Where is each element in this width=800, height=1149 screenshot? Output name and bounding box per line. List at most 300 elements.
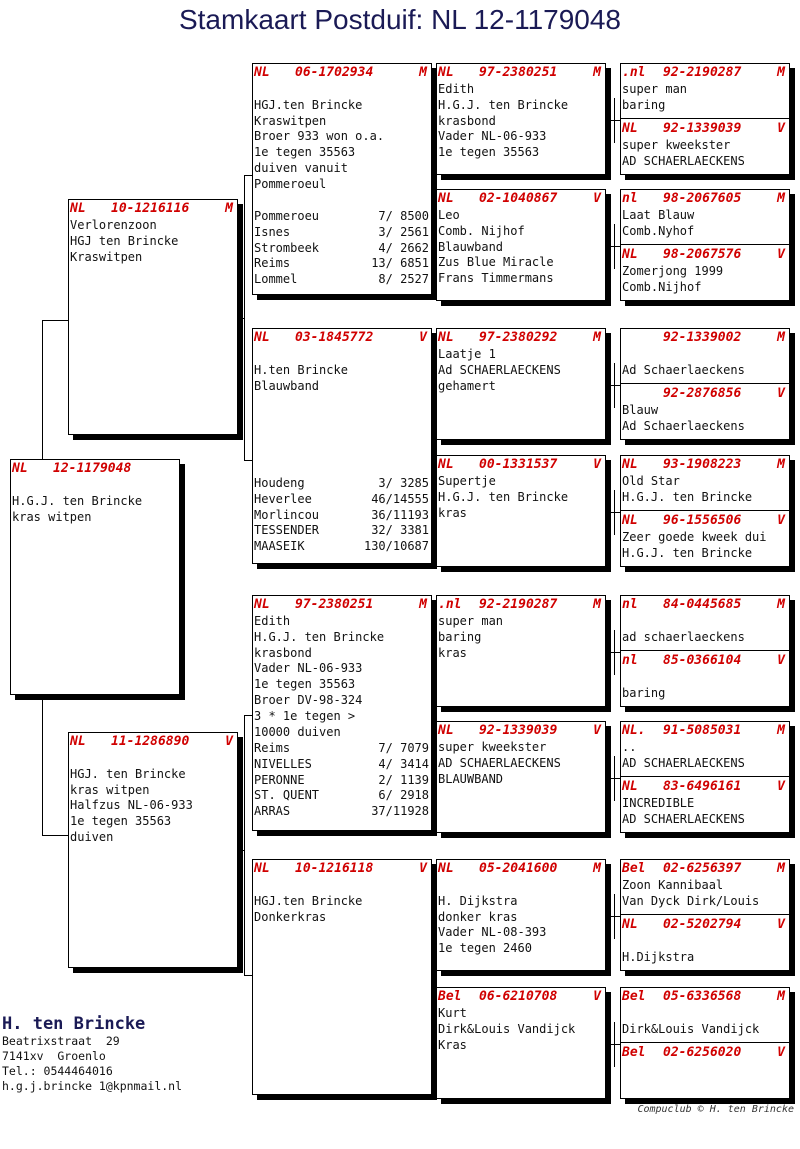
pigeon-card-fff: [436, 63, 606, 175]
info-line: Laat Blauw: [622, 208, 695, 222]
ring-number: [437, 190, 605, 208]
connector-line: [608, 916, 620, 917]
info-line: super kweekster: [438, 740, 547, 754]
race-result-row: [254, 209, 429, 225]
sex-marker: M: [777, 330, 785, 345]
ring-id: 98-2067576: [663, 247, 742, 262]
ring-id: 10-1216118: [295, 861, 374, 876]
pigeon-info: [621, 474, 789, 506]
pigeon-card-g15: [621, 988, 789, 1038]
ring-id: 92-2190287: [479, 597, 558, 612]
pigeon-card-g7: [621, 456, 789, 506]
race-place: 4/ 2662: [378, 240, 429, 255]
ring-number: [621, 120, 789, 138]
ring-number: [437, 329, 605, 347]
pigeon-card-fm: [252, 328, 432, 564]
pigeon-card-g12: [621, 778, 789, 828]
ring-number: [621, 190, 789, 208]
info-line: Halfzus NL-06-933: [70, 798, 193, 813]
info-line: ad schaerlaeckens: [622, 629, 745, 644]
ring-id: 02-6256397: [663, 861, 742, 876]
info-line: kras: [438, 645, 467, 660]
race-place: 3/ 2561: [378, 224, 429, 239]
pigeon-card-g8: [621, 512, 789, 562]
pigeon-info: [437, 347, 605, 394]
country-code: Bel: [438, 989, 462, 1004]
info-line: Edith: [254, 614, 291, 628]
info-line: 1e tegen 35563: [438, 145, 540, 160]
pigeon-card-g5: [621, 329, 789, 379]
connector-line: [42, 700, 43, 835]
country-code: NL: [12, 461, 28, 476]
ring-number: [621, 456, 789, 474]
country-code: NL: [254, 861, 270, 876]
ring-number: [437, 988, 605, 1006]
country-code: NL: [622, 513, 638, 528]
pigeon-info: [621, 403, 789, 435]
info-line: Comb. Nijhof: [438, 223, 525, 238]
country-code: NL: [254, 597, 270, 612]
ring-id: 00-1331537: [479, 457, 558, 472]
owner-street: Beatrixstraat 29: [2, 1034, 120, 1048]
ring-number: [621, 652, 789, 670]
info-line: [622, 670, 789, 686]
info-line: H. Dijkstra: [438, 893, 518, 908]
race-result-row: [254, 225, 429, 241]
connector-line: [244, 975, 252, 976]
sex-marker: V: [593, 191, 601, 206]
info-line: INCREDIBLE: [622, 796, 695, 810]
info-line: AD SCHAERLAECKENS: [622, 811, 745, 826]
race-name: ARRAS: [254, 804, 291, 819]
race-result-row: [254, 757, 429, 773]
sex-marker: M: [593, 65, 601, 80]
connector-line: [244, 175, 245, 460]
info-line: Blauwband: [254, 378, 320, 393]
info-line: duiven vanuit: [254, 160, 348, 175]
race-result-row: [254, 788, 429, 804]
info-line: Broer DV-98-324: [254, 692, 363, 707]
pigeon-info: [621, 82, 789, 114]
info-line: BLAUWBAND: [438, 771, 504, 786]
info-line: [438, 878, 605, 894]
country-code: NL: [254, 65, 270, 80]
info-line: gehamert: [438, 378, 496, 393]
great-grandparent-pair: [620, 455, 790, 567]
race-result-row: [254, 523, 429, 539]
race-place: 7/ 8500: [378, 209, 429, 223]
info-line: Zomerjong 1999: [622, 264, 724, 278]
info-line: duiven: [70, 829, 114, 844]
info-line: baring: [622, 97, 666, 112]
info-line: kras witpen: [12, 509, 92, 524]
country-code: NL: [438, 861, 454, 876]
info-line: [622, 347, 789, 363]
pigeon-card-g16: [621, 1044, 789, 1062]
pigeon-card-mmm: [436, 987, 606, 1099]
pigeon-info: [437, 208, 605, 287]
sex-marker: V: [593, 989, 601, 1004]
country-code: Bel: [622, 989, 646, 1004]
info-line: Comb.Nyhof: [622, 223, 695, 238]
ring-id: 92-2190287: [663, 65, 742, 80]
country-code: .nl: [438, 597, 462, 612]
owner-email: h.g.j.brincke 1@kpnmail.nl: [2, 1079, 183, 1093]
country-code: .nl: [622, 65, 646, 80]
ring-id: 12-1179048: [53, 461, 132, 476]
sex-marker: V: [777, 1045, 785, 1060]
info-line: kras witpen: [70, 782, 150, 797]
race-results: [254, 209, 429, 288]
race-name: PERONNE: [254, 772, 305, 787]
sex-marker: V: [419, 861, 427, 876]
sex-marker: M: [593, 597, 601, 612]
info-line: Kurt: [438, 1006, 467, 1020]
pigeon-card-g3: [621, 190, 789, 240]
sex-marker: V: [225, 734, 233, 749]
info-line: Supertje: [438, 474, 496, 488]
race-place: 2/ 1139: [378, 772, 429, 787]
pigeon-info: [437, 878, 605, 957]
pigeon-info: [253, 82, 431, 193]
connector-line: [42, 320, 43, 460]
pigeon-info: [69, 751, 237, 846]
pigeon-card-ffm: [436, 189, 606, 301]
ring-number: [253, 860, 431, 878]
ring-id: 05-2041600: [479, 861, 558, 876]
info-line: Dirk&Louis Vandijck: [622, 1021, 760, 1036]
ring-number: [253, 329, 431, 347]
pigeon-info: [437, 1006, 605, 1053]
race-place: 8/ 2527: [378, 272, 429, 287]
connector-line: [608, 385, 620, 386]
race-results: [254, 741, 429, 820]
connector-line: [433, 510, 436, 511]
race-name: Heverlee: [254, 491, 312, 506]
info-line: Broer 933 won o.a.: [254, 129, 385, 144]
connector-line: [433, 1040, 436, 1041]
ring-id: 85-0366104: [663, 653, 742, 668]
ring-number: [621, 512, 789, 530]
info-line: 10000 duiven: [254, 724, 341, 739]
info-line: [622, 1006, 789, 1022]
info-line: H.G.J. ten Brincke: [438, 97, 569, 112]
pigeon-info: [621, 796, 789, 828]
info-line: H.G.J. ten Brincke: [622, 489, 753, 504]
pigeon-info: [437, 82, 605, 161]
pigeon-info: [253, 347, 431, 394]
info-line: Old Star: [622, 474, 680, 488]
pigeon-card-mff: [436, 595, 606, 707]
race-result-row: [254, 804, 429, 820]
great-grandparent-pair: [620, 859, 790, 971]
info-line: Donkerkras: [254, 909, 327, 924]
info-line: Vader NL-06-933: [438, 129, 547, 144]
info-line: [12, 478, 179, 494]
pigeon-info: [621, 614, 789, 646]
pigeon-card-g1: [621, 64, 789, 114]
connector-line: [433, 380, 436, 381]
info-line: Blauwband: [438, 239, 504, 254]
info-line: [254, 347, 431, 363]
info-line: krasbond: [438, 113, 496, 128]
ring-number: [621, 246, 789, 264]
sex-marker: M: [777, 191, 785, 206]
sex-marker: V: [777, 513, 785, 528]
country-code: Bel: [622, 1045, 646, 1060]
owner-city: 7141xv Groenlo: [2, 1049, 106, 1063]
pigeon-card-g10: [621, 652, 789, 702]
country-code: NL: [70, 201, 86, 216]
sex-marker: M: [777, 457, 785, 472]
sex-marker: M: [419, 65, 427, 80]
sex-marker: M: [419, 597, 427, 612]
race-place: 6/ 2918: [378, 788, 429, 803]
info-line: Laatje 1: [438, 347, 496, 361]
info-line: baring: [438, 629, 482, 644]
country-code: nl: [622, 653, 638, 668]
connector-line: [433, 780, 436, 781]
info-line: krasbond: [254, 645, 312, 660]
country-code: NL: [622, 917, 638, 932]
connector-line: [42, 835, 68, 836]
country-code: nl: [622, 597, 638, 612]
info-line: HGJ.ten Brincke: [254, 893, 363, 908]
race-name: ST. QUENT: [254, 788, 320, 803]
race-results: [254, 476, 429, 555]
pigeon-info: [437, 614, 605, 661]
country-code: NL: [622, 247, 638, 262]
info-line: Kraswitpen: [254, 113, 327, 128]
race-place: 3/ 3285: [378, 476, 429, 490]
pigeon-info: [621, 740, 789, 772]
info-line: Verlorenzoon: [70, 218, 157, 232]
info-line: H.Dijkstra: [622, 949, 695, 964]
footer-credit: Compuclub © H. ten Brincke: [637, 1104, 794, 1115]
country-code: NL: [622, 779, 638, 794]
info-line: Frans Timmermans: [438, 271, 554, 286]
great-grandparent-pair: [620, 721, 790, 833]
info-line: Zeer goede kweek dui: [622, 530, 767, 544]
ring-id: 97-2380292: [479, 330, 558, 345]
ring-id: 92-2876856: [663, 386, 742, 401]
connector-line: [433, 115, 436, 116]
sex-marker: V: [777, 917, 785, 932]
pigeon-card-mf: [252, 595, 432, 831]
connector-line: [433, 910, 436, 911]
race-name: TESSENDER: [254, 523, 320, 538]
info-line: Ad Schaerlaeckens: [622, 362, 745, 377]
pigeon-card-g9: [621, 596, 789, 646]
ring-number: [437, 596, 605, 614]
pigeon-info: [69, 218, 237, 265]
pigeon-info: [621, 264, 789, 296]
sex-marker: V: [419, 330, 427, 345]
ring-id: 97-2380251: [479, 65, 558, 80]
country-code: NL: [438, 723, 454, 738]
connector-line: [244, 175, 252, 176]
info-line: kras: [438, 505, 467, 520]
race-place: 7/ 7079: [378, 741, 429, 755]
info-line: Blauw: [622, 403, 659, 417]
pigeon-card-fmf: [436, 328, 606, 440]
sex-marker: M: [777, 989, 785, 1004]
great-grandparent-pair: [620, 595, 790, 707]
connector-line: [433, 650, 436, 651]
ring-number: [621, 860, 789, 878]
ring-number: [437, 456, 605, 474]
connector-line: [244, 715, 245, 975]
pair-divider: [621, 244, 789, 245]
pair-divider: [621, 650, 789, 651]
info-line: ..: [622, 740, 637, 754]
owner-block: [2, 1014, 182, 1094]
race-result-row: [254, 241, 429, 257]
race-place: 13/ 6851: [371, 256, 429, 271]
ring-number: [253, 596, 431, 614]
info-line: Vader NL-08-393: [438, 925, 547, 940]
race-result-row: [254, 741, 429, 757]
pigeon-info: [621, 934, 789, 966]
info-line: HGJ ten Brincke: [70, 233, 179, 248]
country-code: NL: [70, 734, 86, 749]
ring-number: [621, 385, 789, 403]
race-place: 4/ 3414: [378, 756, 429, 771]
connector-line: [433, 380, 434, 510]
pigeon-card-g11: [621, 722, 789, 772]
info-line: 1e tegen 35563: [70, 814, 172, 829]
pigeon-card-father: [68, 199, 238, 435]
owner-phone: Tel.: 0544464016: [2, 1064, 113, 1078]
ring-number: [621, 64, 789, 82]
sex-marker: M: [777, 723, 785, 738]
owner-name: H. ten Brincke: [2, 1014, 146, 1034]
great-grandparent-pair: [620, 63, 790, 175]
race-name: Isnes: [254, 224, 291, 239]
info-line: H.G.J. ten Brincke: [254, 629, 385, 644]
race-result-row: [254, 508, 429, 524]
connector-line: [608, 1044, 620, 1045]
sex-marker: V: [593, 457, 601, 472]
race-place: 46/14555: [371, 491, 429, 506]
sex-marker: V: [777, 779, 785, 794]
ring-number: [621, 596, 789, 614]
info-line: Kraswitpen: [70, 249, 143, 264]
pigeon-info: [253, 878, 431, 925]
ring-number: [621, 722, 789, 740]
info-line: 1e tegen 35563: [254, 145, 356, 160]
pigeon-info: [621, 1006, 789, 1038]
pair-divider: [621, 1042, 789, 1043]
ring-number: [253, 64, 431, 82]
ring-number: [621, 988, 789, 1006]
info-line: HGJ.ten Brincke: [254, 97, 363, 112]
pair-divider: [621, 118, 789, 119]
sex-marker: V: [777, 386, 785, 401]
sex-marker: M: [777, 597, 785, 612]
ring-id: 03-1845772: [295, 330, 374, 345]
pigeon-info: [621, 208, 789, 240]
country-code: NL: [438, 191, 454, 206]
info-line: super kweekster: [622, 138, 731, 152]
sex-marker: V: [777, 121, 785, 136]
pigeon-info: [621, 347, 789, 379]
pigeon-info: [621, 878, 789, 910]
ring-id: 02-1040867: [479, 191, 558, 206]
race-name: NIVELLES: [254, 756, 312, 771]
race-name: Pommeroeu: [254, 209, 320, 223]
info-line: donker kras: [438, 909, 518, 924]
info-line: Pommeroeul: [254, 176, 327, 191]
sex-marker: M: [777, 65, 785, 80]
country-code: NL: [622, 121, 638, 136]
race-result-row: [254, 539, 429, 555]
race-name: Strombeek: [254, 240, 320, 255]
page-title: Stamkaart Postduif: NL 12-1179048: [178, 4, 622, 35]
pigeon-card-g2: [621, 120, 789, 170]
great-grandparent-pair: [620, 987, 790, 1099]
race-result-row: [254, 773, 429, 789]
race-result-row: [254, 492, 429, 508]
ring-number: [69, 733, 237, 751]
pigeon-card-mother: [68, 732, 238, 968]
ring-id: 10-1216116: [111, 201, 190, 216]
info-line: Dirk&Louis Vandijck: [438, 1021, 576, 1036]
race-name: Reims: [254, 256, 291, 271]
sex-marker: V: [593, 723, 601, 738]
connector-line: [433, 650, 434, 780]
pigeon-info: [621, 670, 789, 702]
connector-line: [433, 910, 434, 1040]
info-line: Ad SCHAERLAECKENS: [438, 362, 561, 377]
great-grandparent-pair: [620, 328, 790, 440]
sex-marker: M: [593, 330, 601, 345]
ring-id: 02-5202794: [663, 917, 742, 932]
pair-divider: [621, 510, 789, 511]
connector-line: [433, 115, 434, 245]
info-line: 3 * 1e tegen >: [254, 708, 356, 723]
ring-id: 92-1339002: [663, 330, 742, 345]
pair-divider: [621, 914, 789, 915]
ring-id: 83-6496161: [663, 779, 742, 794]
sex-marker: M: [777, 861, 785, 876]
connector-line: [244, 460, 252, 461]
info-line: Zus Blue Miracle: [438, 255, 554, 270]
ring-id: 02-6256020: [663, 1045, 742, 1060]
ring-id: 96-1556506: [663, 513, 742, 528]
ring-number: [621, 916, 789, 934]
pigeon-card-g13: [621, 860, 789, 910]
info-line: Van Dyck Dirk/Louis: [622, 893, 760, 908]
info-line: H.G.J. ten Brincke: [12, 493, 143, 508]
ring-number: [621, 1044, 789, 1062]
great-grandparent-pair: [620, 189, 790, 301]
info-line: Leo: [438, 208, 460, 222]
pigeon-card-g14: [621, 916, 789, 966]
info-line: Edith: [438, 82, 475, 96]
country-code: NL: [622, 457, 638, 472]
pigeon-card-ff: [252, 63, 432, 295]
ring-id: 92-1339039: [663, 121, 742, 136]
info-line: Comb.Nijhof: [622, 279, 702, 294]
sex-marker: M: [225, 201, 233, 216]
race-name: Lommel: [254, 272, 298, 287]
country-code: NL: [254, 330, 270, 345]
ring-number: [621, 329, 789, 347]
info-line: AD SCHAERLAECKENS: [438, 755, 561, 770]
country-code: NL: [438, 330, 454, 345]
pigeon-card-mmf: [436, 859, 606, 971]
